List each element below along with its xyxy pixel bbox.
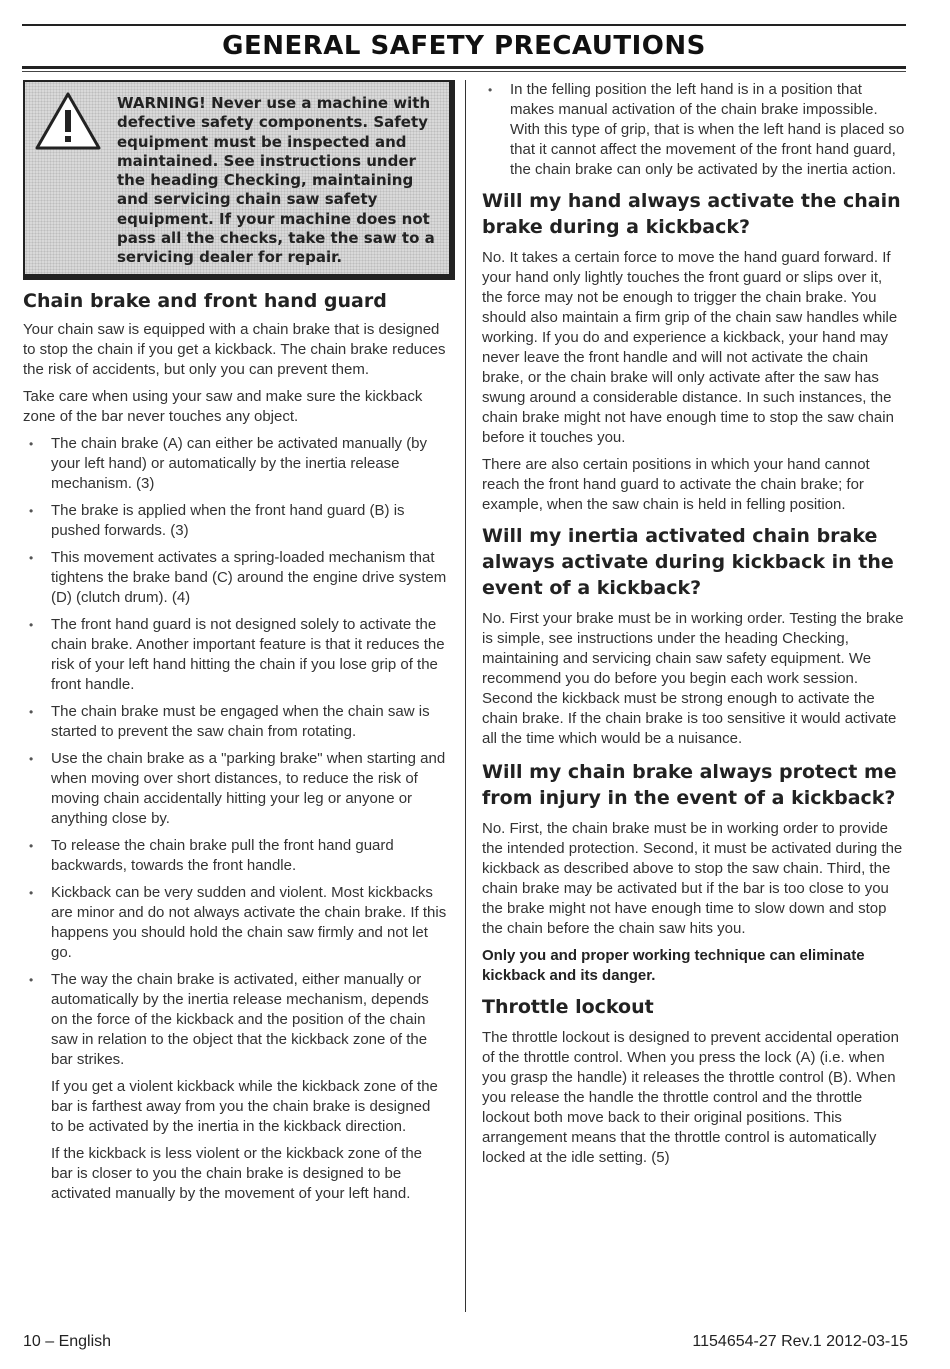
list-item: • The brake is applied when the front hand guard (B) is pushed forwards. (3) [23, 501, 447, 541]
heading-chain-brake: Chain brake and front hand guard [23, 290, 387, 312]
left-paragraph-1: Your chain saw is equipped with a chain brake that is designed to stop the chain if you get a kickback. The chain brake reduces the risk of accidents, but only you can prevent them. [23, 321, 446, 378]
left-paragraph-2: Take care when using your saw and make sure the kickback zone of the bar never touches any object. [23, 388, 423, 425]
list-item: • The chain brake must be engaged when the chain saw is started to prevent the saw chain from rotating. [23, 702, 447, 742]
page-title: GENERAL SAFETY PRECAUTIONS [222, 31, 706, 61]
right-paragraph-4: No. First, the chain brake must be in working order to provide the intended protection. Second, it must be activated during the kickback as described above to stop the saw chain. Third, the chain brake may be activated but if the bar is too close to you the brake might not have enough time to slow down and stop the chain before the chain saw hits you. [482, 820, 903, 937]
list-item: • The way the chain brake is activated, either manually or automatically by the inertia release mechanism, depends on the force of the kickback and the position of the chain saw in relation to the object that the kickback zone of the bar strikes. [23, 970, 447, 1070]
bold-note: Only you and proper working technique can eliminate kickback and its danger. [482, 947, 865, 984]
heading-throttle-lockout: Throttle lockout [482, 996, 654, 1018]
header-bottom-rule-thin [22, 71, 906, 72]
heading-inertia-brake: Will my inertia activated chain brake always activate during kickback in the event of a kickback? [482, 525, 894, 599]
left-sub-paragraph-2: If the kickback is less violent or the kickback zone of the bar is closer to you the chain brake is designed to be activated manually by the movement of your left hand. [51, 1145, 423, 1202]
warning-text: WARNING! Never use a machine with defective safety components. Safety equipment must be inspected and maintained. See instructions under the heading Checking, maintaining and servicing chain saw safety equipment. If your machine does not pass all the checks, take the saw to a servicing dealer for repair. [117, 94, 435, 267]
left-bullet-list [23, 434, 447, 1070]
left-column [23, 80, 447, 1211]
list-item: • In the felling position the left hand is in a position that makes manual activation of the chain brake impossible. With this type of grip, that is when the left hand is placed so that it cannot affect the movement of the front hand guard, the chain brake can only be activated by the inertia action. [482, 80, 906, 180]
right-bullet-list [482, 80, 906, 180]
right-paragraph-3: No. First your brake must be in working order. Testing the brake is simple, see instructions under the heading Checking, maintaining and servicing chain saw safety equipment. We recommend you do before you begin each work session. Second the kickback must be strong enough to activate the chain brake. If the chain brake is too sensitive it would activate all the time which would be a nuisance. [482, 610, 904, 747]
heading-hand-activate: Will my hand always activate the chain brake during a kickback? [482, 190, 901, 238]
header-bottom-rule [22, 66, 906, 69]
right-paragraph-5: The throttle lockout is designed to prevent accidental operation of the throttle control. When you press the lock (A) (i.e. when you grasp the handle) it releases the throttle control (B). When you release the handle the throttle control and the throttle lockout both move back to their original positions. This arrangement means that the throttle control is automatically locked at the idle setting. (5) [482, 1029, 899, 1166]
right-paragraph-2: There are also certain positions in which your hand cannot reach the front hand guard to activate the chain brake; for example, when the saw chain is held in felling position. [482, 456, 870, 513]
right-column [482, 80, 906, 1175]
header-top-rule [22, 24, 906, 26]
warning-box [23, 80, 455, 280]
warning-triangle-icon [33, 90, 103, 152]
left-sub-paragraph-1: If you get a violent kickback while the kickback zone of the bar is farthest away from you the chain brake is designed to be activated by the inertia in the kickback direction. [51, 1078, 438, 1135]
list-item: • Use the chain brake as a "parking brake" when starting and when moving over short distances, to reduce the risk of moving chain accidentally hitting your leg or anyone or anything close by. [23, 749, 447, 829]
footer-document-id: 1154654-27 Rev.1 2012-03-15 [692, 1333, 908, 1350]
right-paragraph-1: No. It takes a certain force to move the hand guard forward. If your hand only lightly touches the front guard or slips over it, the force may not be enough to trigger the chain brake. You should also maintain a firm grip of the chain saw handles while working. If you do and experience a kickback, your hand may never leave the front handle and will not activate the chain brake, or the chain brake will only activate after the saw has swung around a considerable distance. In such instances, the chain brake might not have enough time to stop the saw chain before it touches you. [482, 249, 898, 446]
list-item: • The front hand guard is not designed solely to activate the chain brake. Another important feature is that it reduces the risk of your left hand hitting the chain if you lose grip of the front handle. [23, 615, 447, 695]
list-item: • This movement activates a spring-loaded mechanism that tightens the brake band (C) around the engine drive system (D) (clutch drum). (4) [23, 548, 447, 608]
list-item: • To release the chain brake pull the front hand guard backwards, towards the front handle. [23, 836, 447, 876]
heading-protect-injury: Will my chain brake always protect me from injury in the event of a kickback? [482, 761, 897, 809]
list-item: • Kickback can be very sudden and violent. Most kickbacks are minor and do not always activate the chain brake. If this happens you should hold the chain saw firmly and not let go. [23, 883, 447, 963]
footer-page-number: 10 – English [23, 1333, 112, 1350]
column-divider [465, 80, 466, 1312]
list-item: • The chain brake (A) can either be activated manually (by your left hand) or automatically by the inertia release mechanism. (3) [23, 434, 447, 494]
